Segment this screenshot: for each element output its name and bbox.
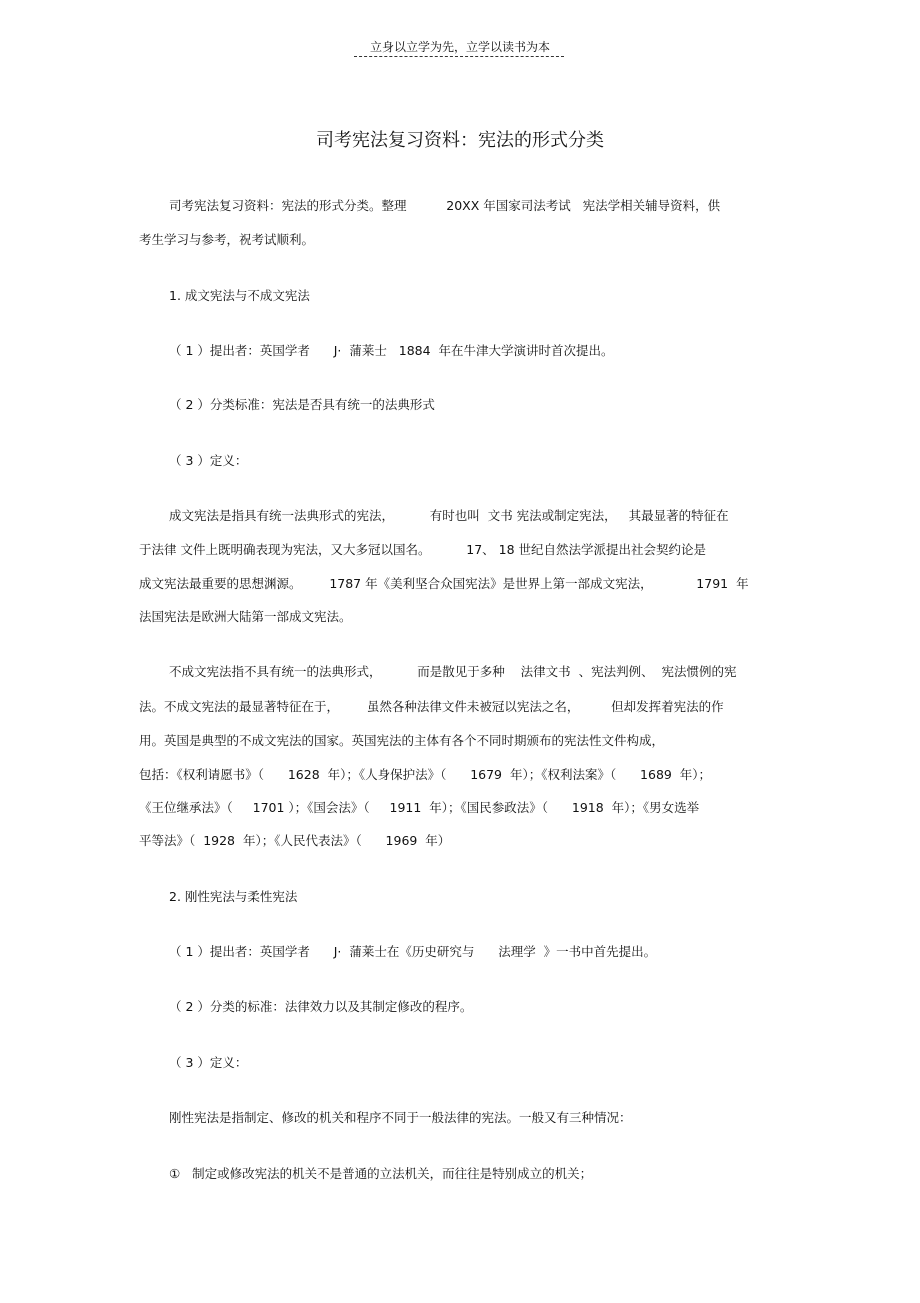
text-line: （ 1 ）提出者：英国学者 J· 蒲莱士 1884 年在牛津大学演讲时首次提出。 [169, 343, 614, 358]
text-line: 用。英国是典型的不成文宪法的国家。英国宪法的主体有各个不同时期颁布的宪法性文件构成， [139, 733, 665, 748]
text-line: 2. 刚性宪法与柔性宪法 [169, 889, 298, 904]
document-title: 司考宪法复习资料：宪法的形式分类 [316, 130, 604, 151]
text-line: 平等法》（ 1928 年）；《人民代表法》（ 1969 年） [139, 833, 451, 848]
text-line: 于法律 文件上既明确表现为宪法，又大多冠以国名。 17、 18 世纪自然法学派提出社会契约论是 [139, 542, 706, 557]
text-line: （ 3 ）定义： [169, 453, 248, 468]
text-line: 成文宪法是指具有统一法典形式的宪法， 有时也叫 文书 宪法或制定宪法， 其最显著的特征在 [169, 508, 729, 523]
text-line: （ 2 ）分类的标准：法律效力以及其制定修改的程序。 [169, 999, 473, 1014]
text-line: 成文宪法最重要的思想渊源。 1787 年《美利坚合众国宪法》是世界上第一部成文宪法， 1791 年 [139, 576, 749, 591]
text-line: （ 2 ）分类标准：宪法是否具有统一的法典形式 [169, 397, 435, 412]
text-line: 司考宪法复习资料：宪法的形式分类。整理 20XX 年国家司法考试 宪法学相关辅导资料，供 [169, 198, 721, 213]
text-line: 考生学习与参考，祝考试顺利。 [139, 232, 315, 247]
text-line: 不成文宪法指不具有统一的法典形式， 而是散见于多种 法律文书 、宪法判例、 宪法惯例的宪 [169, 664, 737, 679]
text-line: 包括：《权利请愿书》（ 1628 年）；《人身保护法》（ 1679 年）；《权利法案》（ 1689 年）； [139, 767, 712, 782]
text-line: 刚性宪法是指制定、修改的机关和程序不同于一般法律的宪法。一般又有三种情况： [169, 1110, 632, 1125]
header-divider [354, 56, 564, 57]
text-line: （ 1 ）提出者：英国学者 J· 蒲莱士在《历史研究与 法理学 》一书中首先提出。 [169, 944, 657, 959]
page-header: 立身以立学为先，立学以读书为本 [369, 40, 550, 54]
text-line: ① 制定或修改宪法的机关不是普通的立法机关，而往往是特别成立的机关； [169, 1166, 593, 1181]
text-line: 1. 成文宪法与不成文宪法 [169, 288, 310, 303]
text-line: 《王位继承法》（ 1701 ）；《国会法》（ 1911 年）；《国民参政法》（ 1918 年）；《男女选举 [139, 800, 700, 815]
text-line: （ 3 ）定义： [169, 1055, 248, 1070]
text-line: 法。不成文宪法的最显著特征在于， 虽然各种法律文件未被冠以宪法之名， 但却发挥着宪法的作 [139, 699, 724, 714]
text-line: 法国宪法是欧洲大陆第一部成文宪法。 [139, 609, 352, 624]
